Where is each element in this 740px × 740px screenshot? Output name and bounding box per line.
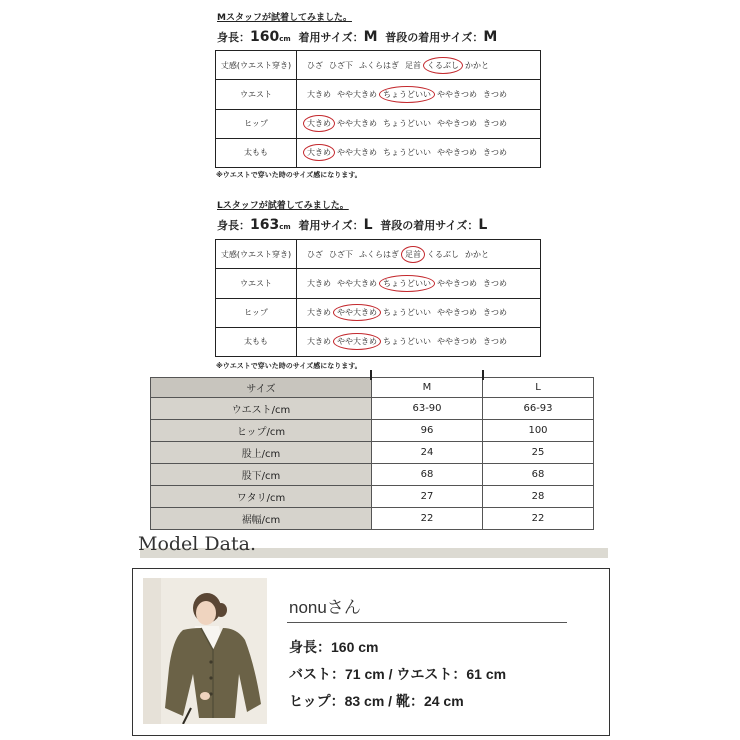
fit-option-selected: 大きめ (303, 115, 335, 132)
size-row-label: ヒップ/cm (151, 420, 372, 442)
fit-option: かかと (465, 60, 489, 70)
fit-option: ちょうどいい (383, 148, 431, 158)
l-height-label: 身長： (217, 219, 250, 232)
l-fit-note: ※ウエストで穿いた時のサイズ感になります。 (216, 362, 362, 370)
m-fit-table (215, 50, 541, 168)
fit-row-label: 太もも (216, 327, 297, 356)
m-worn-value: M (363, 29, 378, 45)
fit-row (216, 138, 541, 167)
fit-option: ひざ (307, 249, 323, 259)
fit-row-options (297, 269, 541, 298)
fit-option-selected: やや大きめ (333, 333, 381, 350)
fit-row-options (297, 138, 541, 167)
size-row-l-value: 25 (483, 442, 594, 464)
size-chart-row (151, 420, 594, 442)
column-divider-mark (370, 370, 372, 380)
model-photo (143, 578, 267, 724)
fit-option: ややきつめ (437, 89, 477, 99)
m-height-label: 身長： (217, 31, 250, 44)
fit-option: くるぶし (427, 249, 459, 259)
fit-option: ひざ下 (329, 249, 353, 259)
fit-row-options (297, 109, 541, 138)
column-divider-mark (482, 370, 484, 380)
fit-option: きつめ (483, 89, 507, 99)
fit-row (216, 269, 541, 298)
fit-option-selected: ちょうどいい (379, 86, 435, 103)
size-row-m-value: 96 (372, 420, 483, 442)
size-row-l-value: 28 (483, 486, 594, 508)
size-row-m-value: 27 (372, 486, 483, 508)
m-usual-label: 普段の着用サイズ： (385, 31, 484, 44)
fit-option: きつめ (483, 308, 507, 318)
fit-row (216, 80, 541, 109)
fit-option-selected: 足首 (401, 246, 425, 263)
fit-option: きつめ (483, 119, 507, 129)
l-staff-meta (217, 217, 487, 233)
size-chart-header-l: L (483, 378, 594, 398)
fit-row-options (297, 298, 541, 327)
m-worn-label: 着用サイズ： (298, 31, 364, 44)
size-row-label: 股上/cm (151, 442, 372, 464)
fit-row (216, 240, 541, 269)
l-height-unit: cm (279, 223, 291, 231)
size-row-label: 股下/cm (151, 464, 372, 486)
fit-option: きつめ (483, 148, 507, 158)
fit-row-label: 丈感(ウエスト穿き) (216, 240, 297, 269)
fit-option: ややきつめ (437, 148, 477, 158)
fit-option: ややきつめ (437, 119, 477, 129)
fit-option: 大きめ (307, 337, 331, 347)
size-row-m-value: 68 (372, 464, 483, 486)
size-row-l-value: 68 (483, 464, 594, 486)
fit-option: やや大きめ (337, 89, 377, 99)
fit-option: きつめ (483, 278, 507, 288)
fit-row-label: ヒップ (216, 298, 297, 327)
fit-option-selected: やや大きめ (333, 304, 381, 321)
m-height-value: 160 (250, 29, 280, 45)
size-row-label: ワタリ/cm (151, 486, 372, 508)
fit-option: 大きめ (307, 308, 331, 318)
model-name-underline (287, 622, 567, 623)
fit-option-selected: 大きめ (303, 144, 335, 161)
fit-row-label: 太もも (216, 138, 297, 167)
model-name: nonuさん (289, 598, 361, 617)
fit-row (216, 298, 541, 327)
m-staff-meta (217, 29, 497, 45)
size-chart-header-label: サイズ (151, 378, 372, 398)
model-bust-waist: バスト：71 cm / ウエスト：61 cm (289, 666, 507, 682)
model-height: 身長：160 cm (289, 639, 379, 655)
size-chart-row (151, 486, 594, 508)
size-chart-table (150, 377, 594, 530)
fit-row-options (297, 80, 541, 109)
size-row-l-value: 100 (483, 420, 594, 442)
l-usual-value: L (478, 217, 488, 233)
fit-option: ひざ (307, 60, 323, 70)
size-row-m-value: 63-90 (372, 398, 483, 420)
size-chart-header-m: M (372, 378, 483, 398)
size-chart-row (151, 442, 594, 464)
fit-option-selected: くるぶし (423, 57, 463, 74)
fit-row-label: ヒップ (216, 109, 297, 138)
size-chart-row (151, 508, 594, 530)
fit-option: かかと (465, 249, 489, 259)
size-row-l-value: 22 (483, 508, 594, 530)
fit-row-label: ウエスト (216, 80, 297, 109)
fit-option: やや大きめ (337, 119, 377, 129)
fit-option: ちょうどいい (383, 337, 431, 347)
fit-option: ふくらはぎ (359, 249, 399, 259)
fit-option: ふくらはぎ (359, 60, 399, 70)
model-photo-illustration (143, 578, 267, 724)
fit-option: ややきつめ (437, 308, 477, 318)
size-row-label: ウエスト/cm (151, 398, 372, 420)
l-height-value: 163 (250, 217, 280, 233)
fit-option-selected: ちょうどいい (379, 275, 435, 292)
fit-row-label: 丈感(ウエスト穿き) (216, 51, 297, 80)
fit-row (216, 51, 541, 80)
l-worn-label: 着用サイズ： (298, 219, 364, 232)
fit-option: ちょうどいい (383, 308, 431, 318)
fit-option: 大きめ (307, 89, 331, 99)
size-chart-header-row (151, 378, 594, 398)
size-row-m-value: 24 (372, 442, 483, 464)
m-usual-value: M (483, 29, 498, 45)
l-staff-title: Lスタッフが試着してみました。 (217, 201, 349, 211)
m-height-unit: cm (279, 35, 291, 43)
model-heading: Model Data. (138, 533, 256, 555)
fit-option: ややきつめ (437, 278, 477, 288)
fit-option: ややきつめ (437, 337, 477, 347)
fit-row-label: ウエスト (216, 269, 297, 298)
fit-option: やや大きめ (337, 278, 377, 288)
size-chart-row (151, 398, 594, 420)
model-card (132, 568, 610, 736)
l-fit-table (215, 239, 541, 357)
model-hip-shoes: ヒップ：83 cm / 靴：24 cm (289, 693, 464, 709)
fit-row-options (297, 240, 541, 269)
fit-row (216, 327, 541, 356)
size-row-l-value: 66-93 (483, 398, 594, 420)
fit-row-options (297, 327, 541, 356)
fit-option: きつめ (483, 337, 507, 347)
size-chart-row (151, 464, 594, 486)
fit-option: 大きめ (307, 278, 331, 288)
fit-option: ちょうどいい (383, 119, 431, 129)
l-worn-value: L (363, 217, 373, 233)
fit-row (216, 109, 541, 138)
fit-option: やや大きめ (337, 148, 377, 158)
size-row-m-value: 22 (372, 508, 483, 530)
size-row-label: 裾幅/cm (151, 508, 372, 530)
fit-row-options (297, 51, 541, 80)
m-staff-title: Mスタッフが試着してみました。 (217, 13, 352, 23)
fit-option: ひざ下 (329, 60, 353, 70)
m-fit-note: ※ウエストで穿いた時のサイズ感になります。 (216, 171, 362, 179)
fit-option: 足首 (405, 60, 421, 70)
l-usual-label: 普段の着用サイズ： (380, 219, 479, 232)
